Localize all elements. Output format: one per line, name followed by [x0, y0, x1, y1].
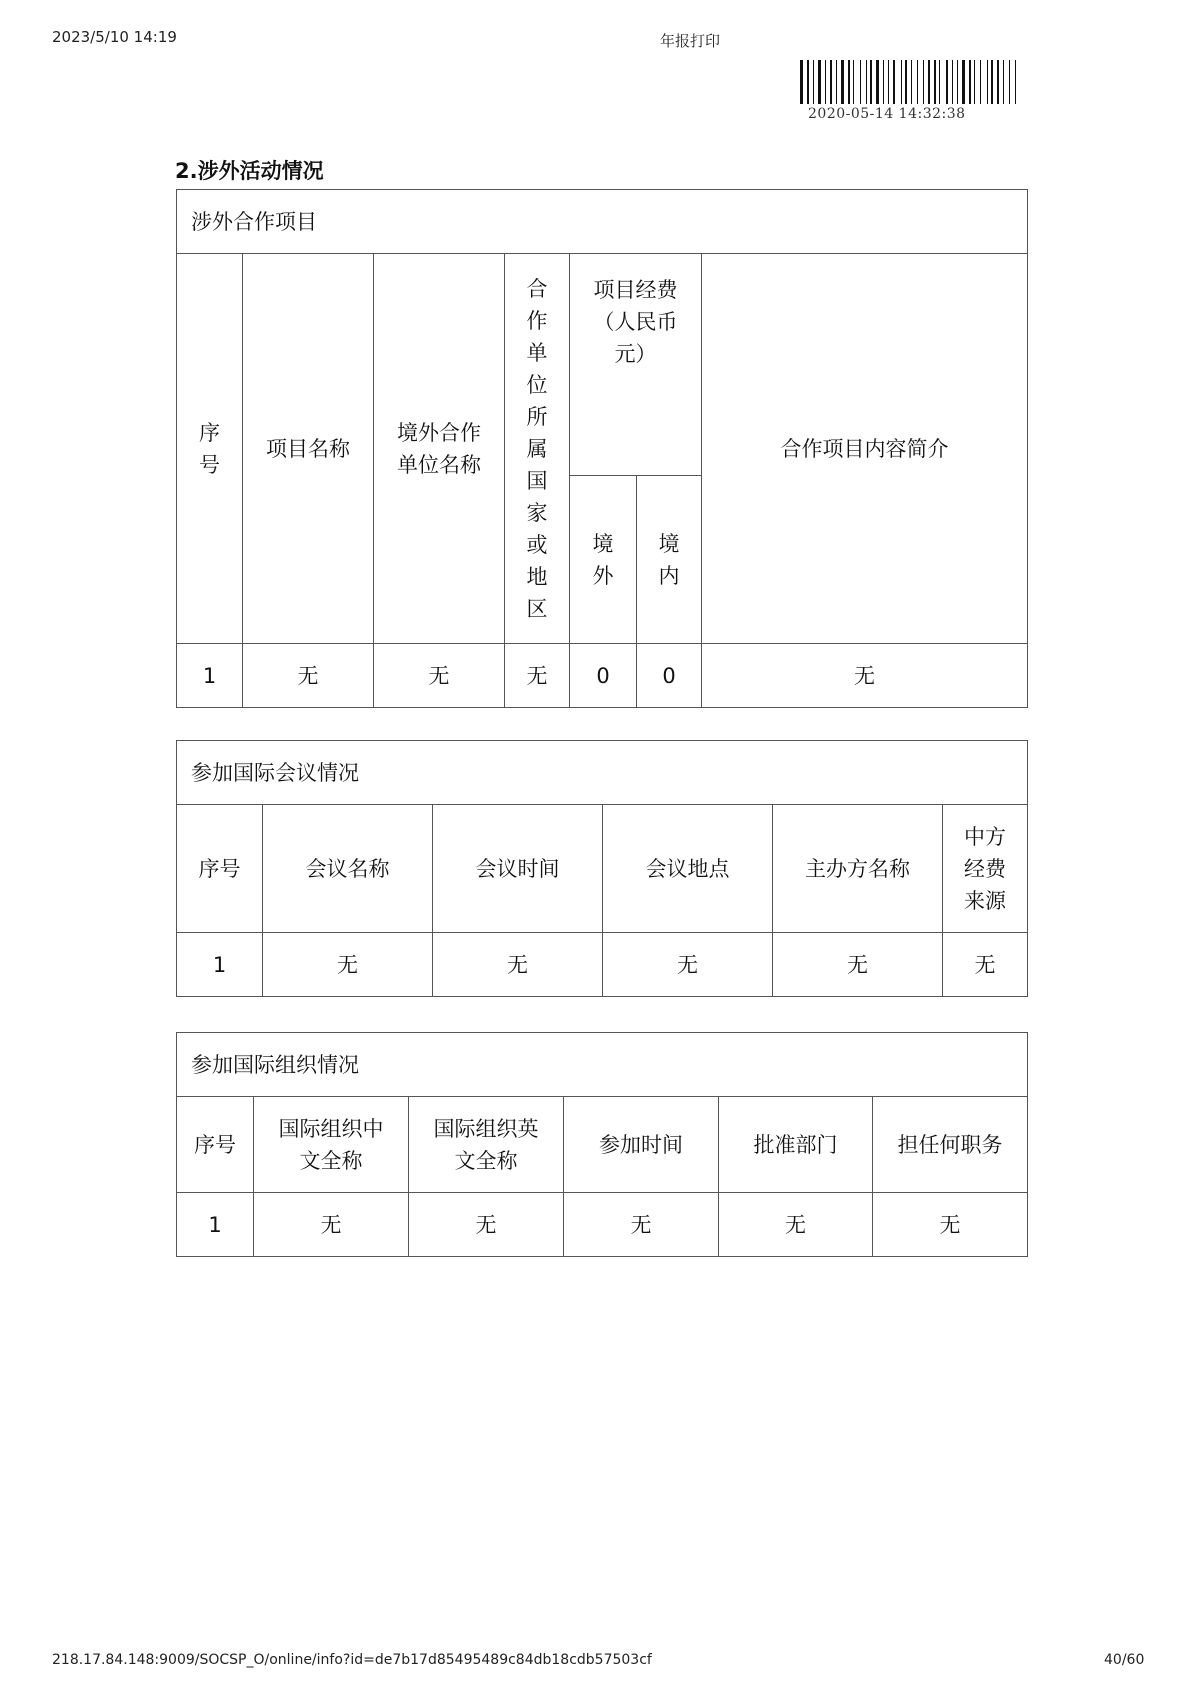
page-number: 40/60 [1104, 1652, 1145, 1668]
org-cell-approver: 无 [719, 1193, 873, 1257]
cell-no: 1 [177, 644, 243, 708]
conf-cell-place: 无 [603, 933, 773, 997]
conf-cell-no: 1 [177, 933, 263, 997]
col-header-partner-text: 境外合作单位名称 [397, 420, 481, 477]
col-header-abroad [570, 476, 637, 644]
conf-header-place: 会议地点 [603, 805, 773, 933]
col-header-project-name: 项目名称 [243, 254, 374, 644]
cell-abroad: 0 [570, 644, 637, 708]
col-header-abroad-text: 境外 [592, 531, 614, 588]
print-title: 年报打印 [660, 32, 721, 50]
org-cell-en-name: 无 [409, 1193, 564, 1257]
org-header-join-time: 参加时间 [564, 1097, 719, 1193]
conf-header-time: 会议时间 [433, 805, 603, 933]
footer-url: 218.17.84.148:9009/SOCSP_O/online/info?id=de7b17d85495489c84db18cdb57503cf [52, 1652, 652, 1668]
org-cell-cn-name: 无 [254, 1193, 409, 1257]
org-header-no: 序号 [177, 1097, 254, 1193]
conf-cell-funding: 无 [943, 933, 1028, 997]
org-cell-position: 无 [873, 1193, 1028, 1257]
organization-table [176, 1032, 1028, 1257]
org-header-cn-name-text: 国际组织中文全称 [278, 1116, 384, 1173]
col-header-no-text: 序号 [199, 420, 220, 477]
conf-header-funding [943, 805, 1028, 933]
col-header-country-text: 合作单位所属国家或地区 [526, 276, 548, 621]
col-header-no [177, 254, 243, 644]
col-header-domestic [637, 476, 702, 644]
cell-domestic: 0 [637, 644, 702, 708]
cooperation-caption: 涉外合作项目 [177, 190, 1028, 254]
cell-summary: 无 [702, 644, 1028, 708]
conf-cell-host: 无 [773, 933, 943, 997]
conf-header-name: 会议名称 [263, 805, 433, 933]
org-header-cn-name [254, 1097, 409, 1193]
org-header-en-name-text: 国际组织英文全称 [433, 1116, 539, 1173]
conference-caption: 参加国际会议情况 [177, 741, 1028, 805]
conference-table [176, 740, 1028, 997]
col-header-country [505, 254, 570, 644]
conf-header-funding-text: 中方经费来源 [964, 824, 1007, 913]
conf-cell-time: 无 [433, 933, 603, 997]
col-header-partner [374, 254, 505, 644]
conf-header-host: 主办方名称 [773, 805, 943, 933]
cell-name: 无 [243, 644, 374, 708]
organization-caption: 参加国际组织情况 [177, 1033, 1028, 1097]
conf-header-no: 序号 [177, 805, 263, 933]
cooperation-table [176, 189, 1028, 708]
table-row [177, 933, 1028, 997]
cell-country: 无 [505, 644, 570, 708]
table-row [177, 1193, 1028, 1257]
barcode-timestamp: 2020-05-14 14:32:38 [808, 106, 966, 122]
barcode-image [800, 60, 1022, 104]
org-header-en-name [409, 1097, 564, 1193]
org-header-approver: 批准部门 [719, 1097, 873, 1193]
cell-partner: 无 [374, 644, 505, 708]
col-header-summary: 合作项目内容简介 [702, 254, 1028, 644]
col-header-funding-text: 项目经费（人民币元） [593, 278, 678, 366]
org-cell-join-time: 无 [564, 1193, 719, 1257]
print-datetime: 2023/5/10 14:19 [52, 28, 177, 46]
col-header-domestic-text: 境内 [658, 531, 680, 588]
org-cell-no: 1 [177, 1193, 254, 1257]
conf-cell-name: 无 [263, 933, 433, 997]
section-title: 2.涉外活动情况 [175, 159, 324, 183]
table-row [177, 644, 1028, 708]
col-header-funding [570, 254, 702, 476]
org-header-position: 担任何职务 [873, 1097, 1028, 1193]
